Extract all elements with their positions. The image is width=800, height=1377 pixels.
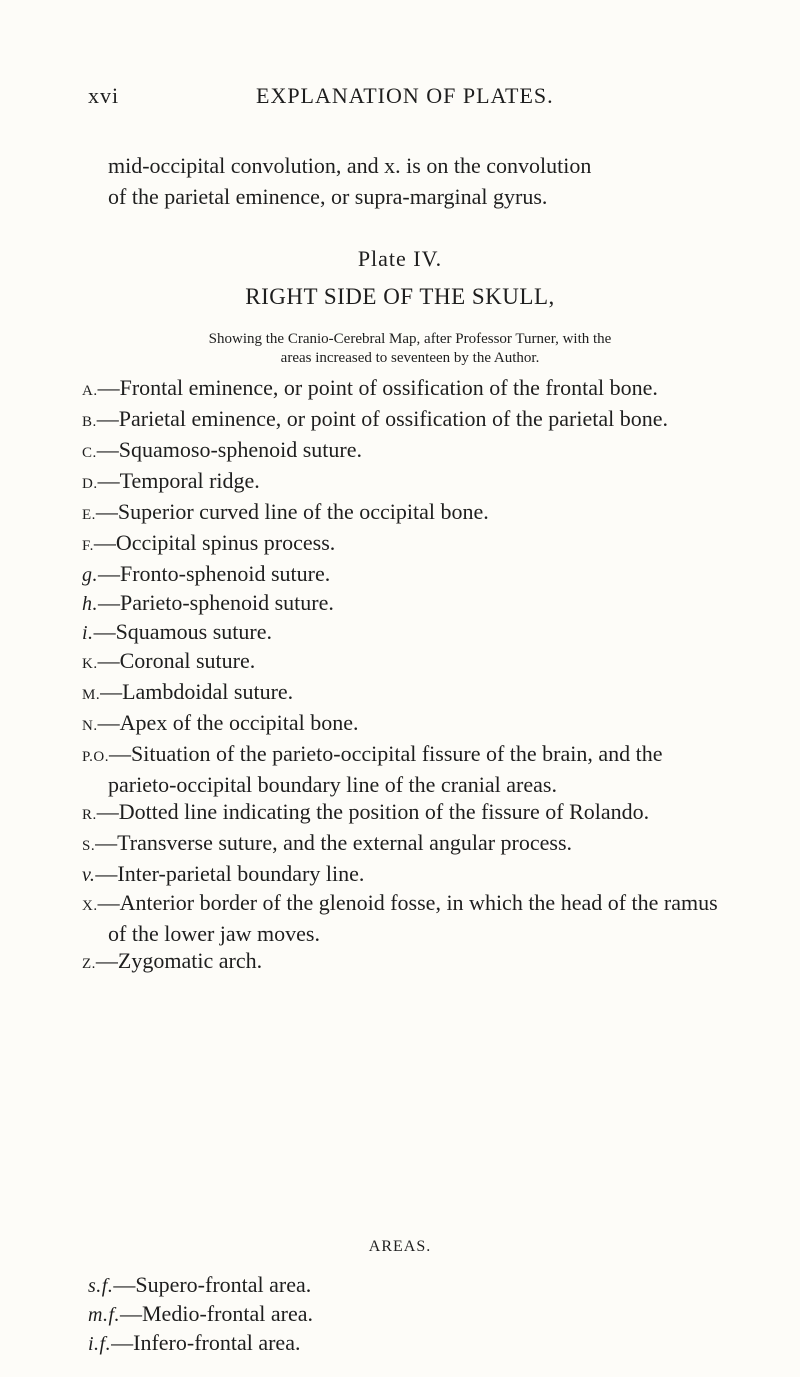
legend-key: h. <box>82 593 98 615</box>
page-number: xvi <box>88 83 120 108</box>
legend-key: i. <box>82 622 94 644</box>
legend-text: —Parietal eminence, or point of ossification of the parietal bone. <box>96 406 668 431</box>
legend-text: —Lambdoidal suture. <box>100 679 294 704</box>
legend-text: —Transverse suture, and the external angular process. <box>95 830 573 855</box>
area-key: i.f. <box>88 1333 112 1355</box>
legend-key: F. <box>82 538 94 554</box>
plate-caption <box>130 330 690 368</box>
legend-key: B. <box>82 414 97 430</box>
areas-heading: AREAS. <box>368 1238 432 1255</box>
page-title: EXPLANATION OF PLATES. <box>256 83 554 108</box>
legend-text: —Apex of the occipital bone. <box>97 710 359 735</box>
legend-text: —Fronto-sphenoid suture. <box>98 561 331 586</box>
legend-text: —Squamous suture. <box>93 619 273 644</box>
intro-line: mid-occipital convolution, and x. is on the convolution <box>108 153 592 178</box>
legend-key: K. <box>82 656 98 672</box>
running-head <box>88 83 738 113</box>
caption-line: areas increased to seventeen by the Author. <box>280 350 540 366</box>
legend-text: —Coronal suture. <box>97 648 256 673</box>
legend-item <box>82 405 722 436</box>
legend-item <box>82 947 722 978</box>
legend-item <box>82 436 722 467</box>
caption-line: Showing the Cranio-Cerebral Map, after Professor Turner, with the <box>208 331 612 347</box>
areas-list <box>88 1271 688 1358</box>
area-item <box>88 1300 688 1329</box>
legend-item <box>82 589 722 618</box>
legend-key: v. <box>82 864 96 886</box>
legend-key: N. <box>82 718 98 734</box>
legend-item <box>82 889 722 947</box>
legend-text: —Frontal eminence, or point of ossification of the frontal bone. <box>97 375 658 400</box>
plate-number: Plate IV. <box>357 246 443 271</box>
legend-item <box>82 560 722 589</box>
plate-title: RIGHT SIDE OF THE SKULL, <box>245 284 555 309</box>
area-item <box>88 1329 688 1358</box>
intro-paragraph <box>108 150 720 212</box>
legend-item <box>82 798 722 829</box>
legend-key: A. <box>82 383 98 399</box>
legend-text: —Temporal ridge. <box>97 468 260 493</box>
legend-item <box>82 860 722 889</box>
legend-key: g. <box>82 564 98 586</box>
legend-text: —Parieto-sphenoid suture. <box>98 590 334 615</box>
legend-key: X. <box>82 898 98 914</box>
area-text: —Infero-frontal area. <box>111 1330 301 1355</box>
area-key: m.f. <box>88 1304 120 1326</box>
legend-item <box>82 467 722 498</box>
legend-item <box>82 618 722 647</box>
legend-item <box>82 529 722 560</box>
area-text: —Supero-frontal area. <box>113 1272 312 1297</box>
legend-key: C. <box>82 445 97 461</box>
legend-item <box>82 829 722 860</box>
legend-key: D. <box>82 476 98 492</box>
area-key: s.f. <box>88 1275 114 1297</box>
legend-text: —Superior curved line of the occipital bone. <box>95 499 489 524</box>
legend-key: M. <box>82 687 101 703</box>
legend-key: E. <box>82 507 96 523</box>
intro-line: of the parietal eminence, or supra-marginal gyrus. <box>108 184 548 209</box>
legend-text: —Situation of the parieto-occipital fissure of the brain, and the parieto-occipital boundary line of the cranial areas. <box>108 741 663 797</box>
legend-text: —Zygomatic arch. <box>95 948 263 973</box>
legend-key: R. <box>82 807 97 823</box>
area-item <box>88 1271 688 1300</box>
legend-item <box>82 374 722 405</box>
legend-key: P.O. <box>82 749 110 765</box>
legend-key: S. <box>82 838 96 854</box>
legend-text: —Dotted line indicating the position of the fissure of Rolando. <box>96 799 650 824</box>
legend-text: —Squamoso-sphenoid suture. <box>96 437 362 462</box>
legend-item <box>82 647 722 678</box>
legend-item <box>82 498 722 529</box>
legend-text: —Anterior border of the glenoid fosse, in which the head of the ramus of the lower jaw moves. <box>97 890 718 946</box>
legend-list <box>82 374 722 978</box>
area-text: —Medio-frontal area. <box>120 1301 314 1326</box>
legend-item <box>82 740 722 798</box>
legend-key: Z. <box>82 956 96 972</box>
legend-item <box>82 709 722 740</box>
legend-item <box>82 678 722 709</box>
legend-text: —Occipital spinus process. <box>93 530 336 555</box>
legend-text: —Inter-parietal boundary line. <box>95 861 365 886</box>
